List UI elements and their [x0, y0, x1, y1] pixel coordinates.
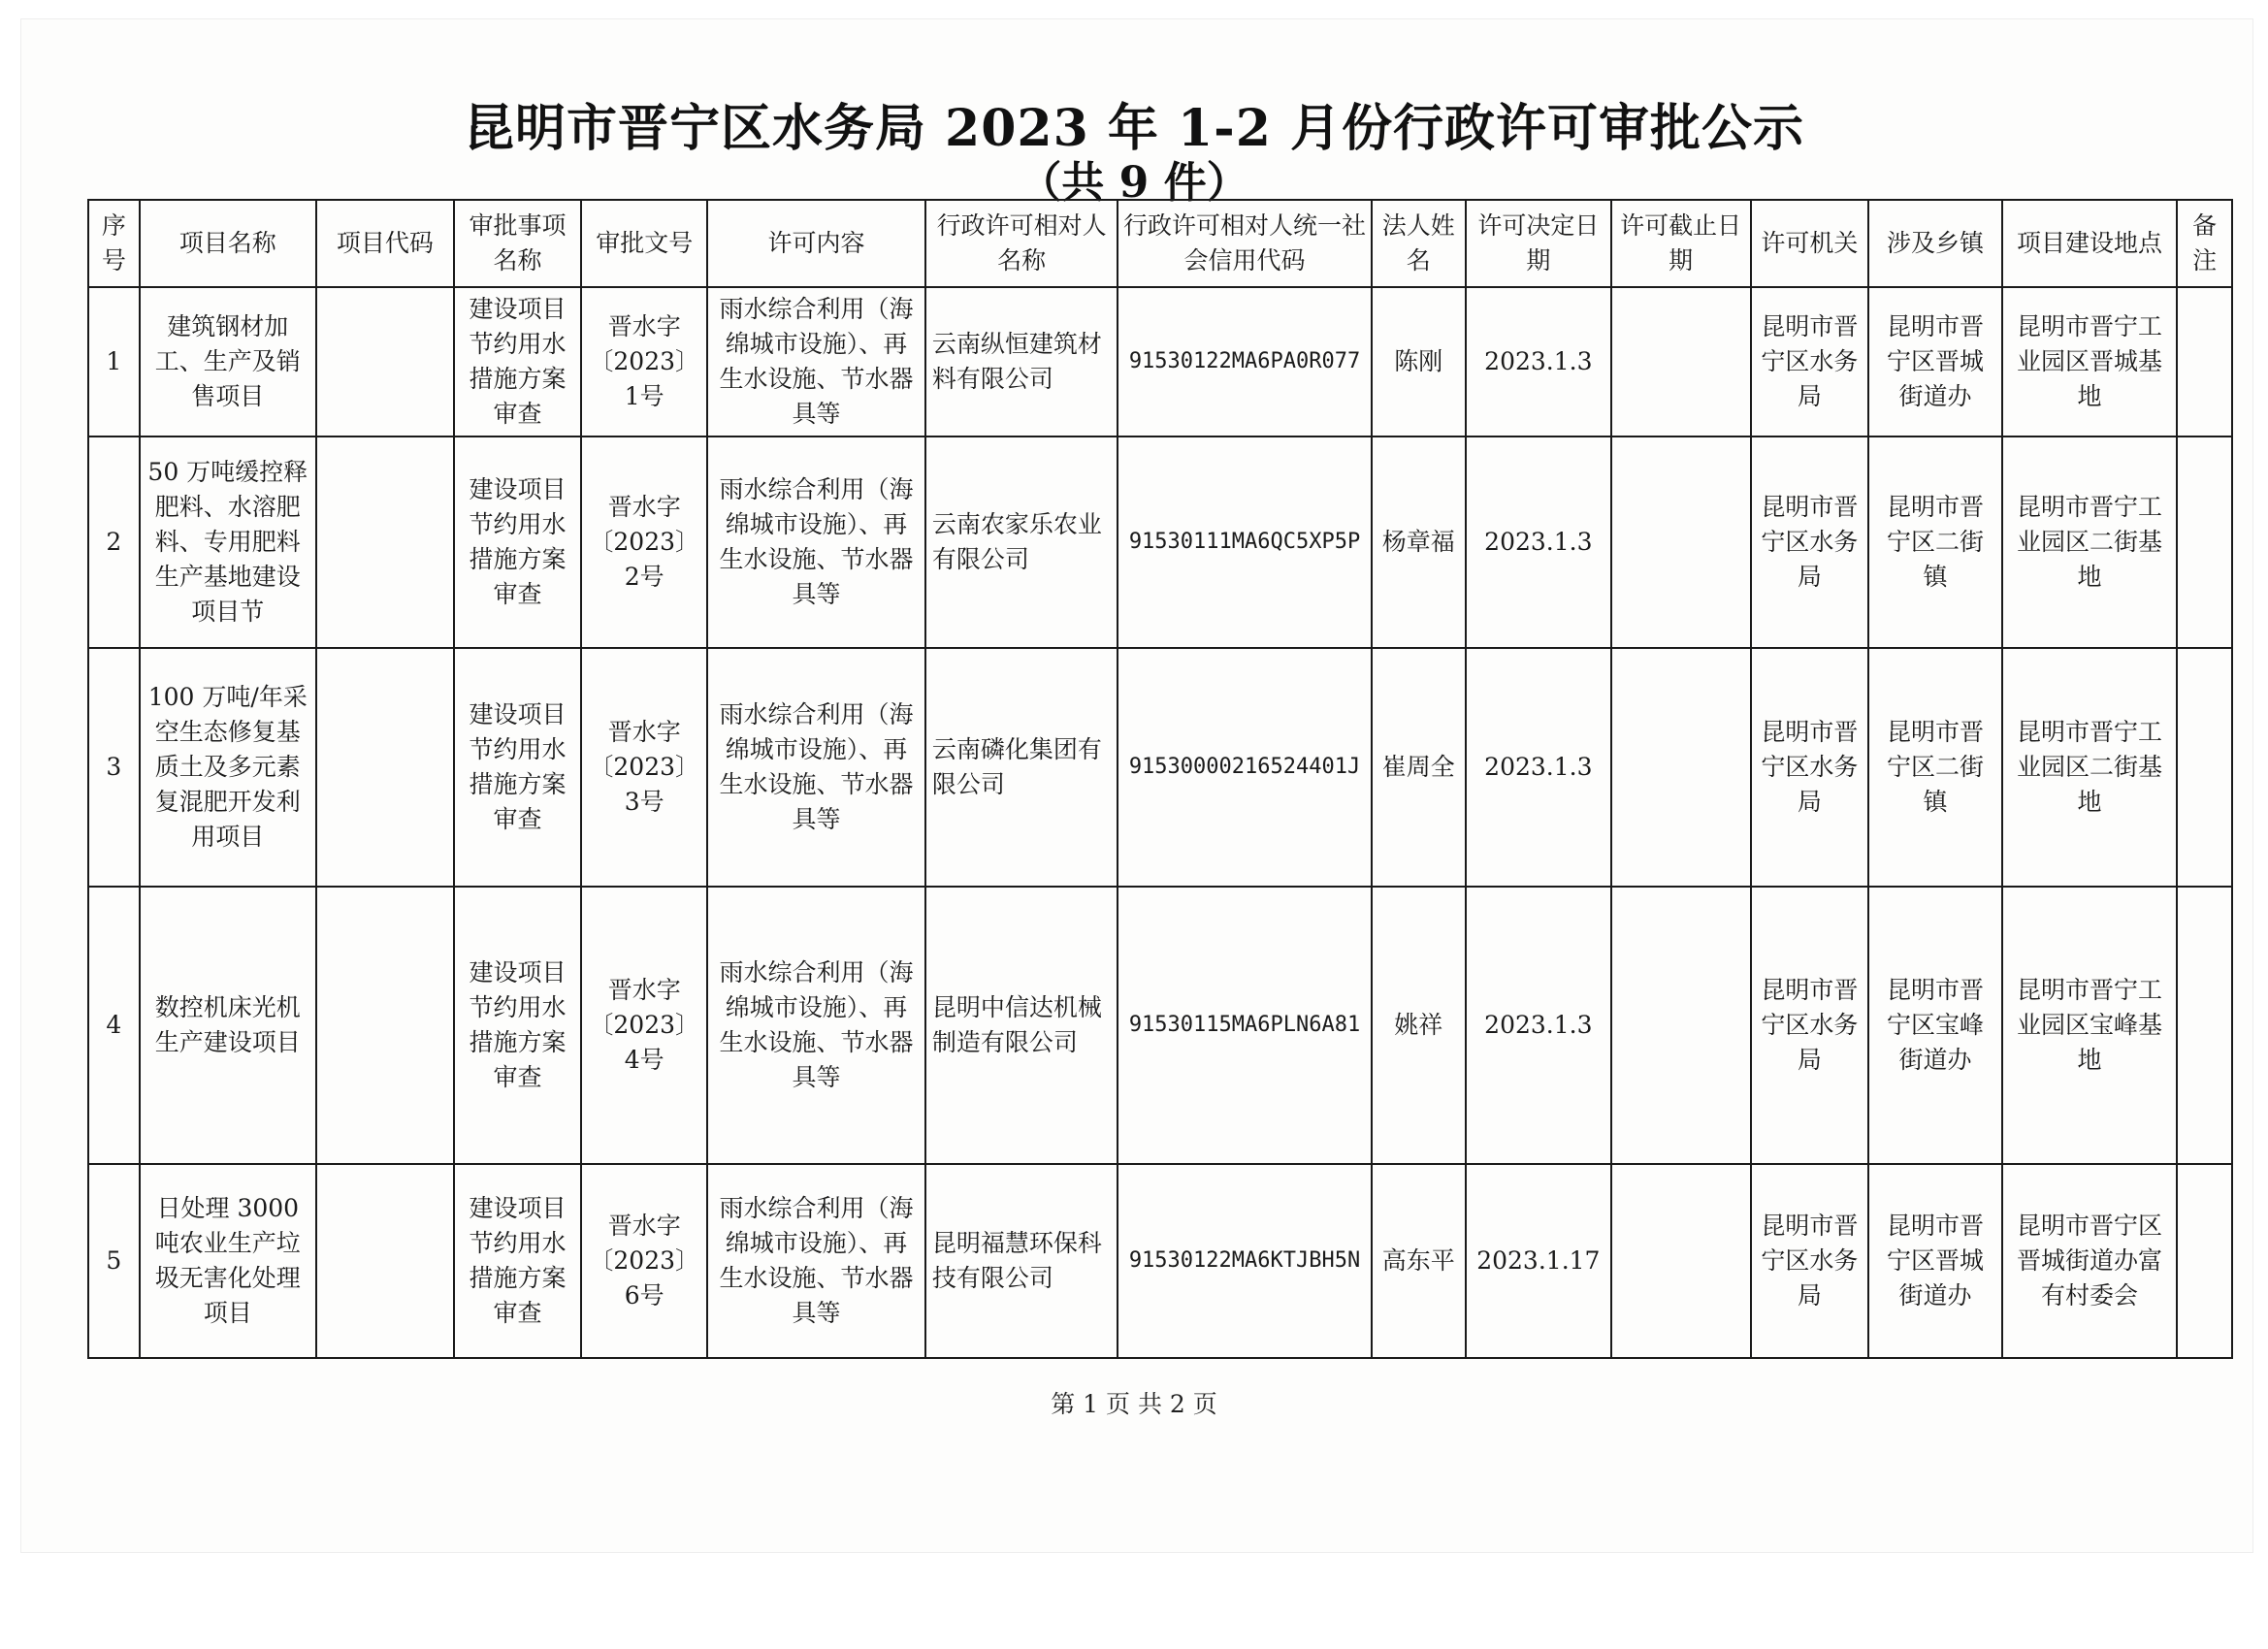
cell-location: 昆明市晋宁工业园区二街基地 — [2002, 648, 2177, 887]
header-legal-rep: 法人姓名 — [1372, 200, 1466, 287]
cell-authority: 昆明市晋宁区水务局 — [1751, 887, 1869, 1164]
permit-table — [87, 199, 2233, 1359]
header-decision-date: 许可决定日期 — [1466, 200, 1611, 287]
table-row — [88, 436, 2232, 648]
cell-credit-code: 91530122MA6KTJBH5N — [1118, 1164, 1371, 1358]
cell-project-name: 日处理 3000 吨农业生产垃圾无害化处理项目 — [140, 1164, 316, 1358]
cell-remarks — [2177, 436, 2232, 648]
cell-doc-no: 晋水字〔2023〕2号 — [581, 436, 707, 648]
header-remarks: 备注 — [2177, 200, 2232, 287]
header-location: 项目建设地点 — [2002, 200, 2177, 287]
cell-township: 昆明市晋宁区二街镇 — [1868, 436, 2002, 648]
cell-project-name: 100 万吨/年采空生态修复基质土及多元素复混肥开发利用项目 — [140, 648, 316, 887]
header-doc-no: 审批文号 — [581, 200, 707, 287]
cell-expiry-date — [1611, 1164, 1751, 1358]
cell-approval-item: 建设项目节约用水措施方案审查 — [454, 648, 582, 887]
cell-credit-code: 91530115MA6PLN6A81 — [1118, 887, 1371, 1164]
cell-expiry-date — [1611, 287, 1751, 436]
cell-doc-no: 晋水字〔2023〕3号 — [581, 648, 707, 887]
table-row — [88, 287, 2232, 436]
header-project-code: 项目代码 — [316, 200, 454, 287]
cell-decision-date: 2023.1.3 — [1466, 436, 1611, 648]
cell-credit-code: 91530111MA6QC5XP5P — [1118, 436, 1371, 648]
cell-expiry-date — [1611, 436, 1751, 648]
cell-legal-rep: 杨章福 — [1372, 436, 1466, 648]
cell-expiry-date — [1611, 887, 1751, 1164]
cell-legal-rep: 陈刚 — [1372, 287, 1466, 436]
cell-project-code — [316, 648, 454, 887]
cell-party-name: 云南农家乐农业有限公司 — [925, 436, 1118, 648]
table-row — [88, 648, 2232, 887]
cell-location: 昆明市晋宁工业园区宝峰基地 — [2002, 887, 2177, 1164]
cell-location: 昆明市晋宁工业园区晋城基地 — [2002, 287, 2177, 436]
header-seq: 序号 — [88, 200, 140, 287]
cell-expiry-date — [1611, 648, 1751, 887]
cell-legal-rep: 崔周全 — [1372, 648, 1466, 887]
cell-credit-code: 91530000216524401J — [1118, 648, 1371, 887]
cell-doc-no: 晋水字〔2023〕1号 — [581, 287, 707, 436]
cell-decision-date: 2023.1.3 — [1466, 287, 1611, 436]
cell-legal-rep: 高东平 — [1372, 1164, 1466, 1358]
cell-party-name: 云南纵恒建筑材料有限公司 — [925, 287, 1118, 436]
page-number: 第 1 页 共 2 页 — [1051, 1390, 1217, 1418]
cell-approval-item: 建设项目节约用水措施方案审查 — [454, 1164, 582, 1358]
cell-credit-code: 91530122MA6PA0R077 — [1118, 287, 1371, 436]
cell-seq: 5 — [88, 1164, 140, 1358]
cell-township: 昆明市晋宁区二街镇 — [1868, 648, 2002, 887]
cell-party-name: 云南磷化集团有限公司 — [925, 648, 1118, 887]
cell-township: 昆明市晋宁区晋城街道办 — [1868, 287, 2002, 436]
header-project-name: 项目名称 — [140, 200, 316, 287]
cell-approval-item: 建设项目节约用水措施方案审查 — [454, 436, 582, 648]
header-content: 许可内容 — [707, 200, 925, 287]
cell-content: 雨水综合利用（海绵城市设施）、再生水设施、节水器具等 — [707, 1164, 925, 1358]
cell-decision-date: 2023.1.3 — [1466, 887, 1611, 1164]
cell-authority: 昆明市晋宁区水务局 — [1751, 648, 1869, 887]
cell-approval-item: 建设项目节约用水措施方案审查 — [454, 887, 582, 1164]
cell-content: 雨水综合利用（海绵城市设施）、再生水设施、节水器具等 — [707, 648, 925, 887]
cell-seq: 2 — [88, 436, 140, 648]
cell-project-code — [316, 887, 454, 1164]
cell-project-code — [316, 1164, 454, 1358]
cell-remarks — [2177, 287, 2232, 436]
cell-authority: 昆明市晋宁区水务局 — [1751, 287, 1869, 436]
cell-seq: 1 — [88, 287, 140, 436]
cell-content: 雨水综合利用（海绵城市设施）、再生水设施、节水器具等 — [707, 436, 925, 648]
cell-party-name: 昆明中信达机械制造有限公司 — [925, 887, 1118, 1164]
cell-project-code — [316, 436, 454, 648]
cell-location: 昆明市晋宁区晋城街道办富有村委会 — [2002, 1164, 2177, 1358]
header-township: 涉及乡镇 — [1868, 200, 2002, 287]
cell-content: 雨水综合利用（海绵城市设施）、再生水设施、节水器具等 — [707, 287, 925, 436]
cell-township: 昆明市晋宁区晋城街道办 — [1868, 1164, 2002, 1358]
cell-doc-no: 晋水字〔2023〕6号 — [581, 1164, 707, 1358]
table-row — [88, 887, 2232, 1164]
header-party-name: 行政许可相对人名称 — [925, 200, 1118, 287]
cell-seq: 4 — [88, 887, 140, 1164]
cell-decision-date: 2023.1.17 — [1466, 1164, 1611, 1358]
cell-project-name: 建筑钢材加工、生产及销售项目 — [140, 287, 316, 436]
cell-remarks — [2177, 1164, 2232, 1358]
cell-authority: 昆明市晋宁区水务局 — [1751, 436, 1869, 648]
document-subtitle: （共 9 件） — [1019, 158, 1249, 208]
header-expiry-date: 许可截止日期 — [1611, 200, 1751, 287]
table-row — [88, 1164, 2232, 1358]
header-credit-code: 行政许可相对人统一社会信用代码 — [1118, 200, 1371, 287]
header-authority: 许可机关 — [1751, 200, 1869, 287]
cell-remarks — [2177, 887, 2232, 1164]
cell-decision-date: 2023.1.3 — [1466, 648, 1611, 887]
cell-project-name: 数控机床光机生产建设项目 — [140, 887, 316, 1164]
cell-township: 昆明市晋宁区宝峰街道办 — [1868, 887, 2002, 1164]
cell-seq: 3 — [88, 648, 140, 887]
cell-project-code — [316, 287, 454, 436]
document-title: 昆明市晋宁区水务局 2023 年 1-2 月份行政许可审批公示 — [463, 99, 1805, 158]
cell-doc-no: 晋水字〔2023〕4号 — [581, 887, 707, 1164]
header-approval-item: 审批事项名称 — [454, 200, 582, 287]
cell-party-name: 昆明福慧环保科技有限公司 — [925, 1164, 1118, 1358]
cell-approval-item: 建设项目节约用水措施方案审查 — [454, 287, 582, 436]
cell-remarks — [2177, 648, 2232, 887]
cell-content: 雨水综合利用（海绵城市设施）、再生水设施、节水器具等 — [707, 887, 925, 1164]
cell-project-name: 50 万吨缓控释肥料、水溶肥料、专用肥料生产基地建设项目节 — [140, 436, 316, 648]
cell-legal-rep: 姚祥 — [1372, 887, 1466, 1164]
cell-location: 昆明市晋宁工业园区二街基地 — [2002, 436, 2177, 648]
table-header-row — [88, 200, 2232, 287]
cell-authority: 昆明市晋宁区水务局 — [1751, 1164, 1869, 1358]
